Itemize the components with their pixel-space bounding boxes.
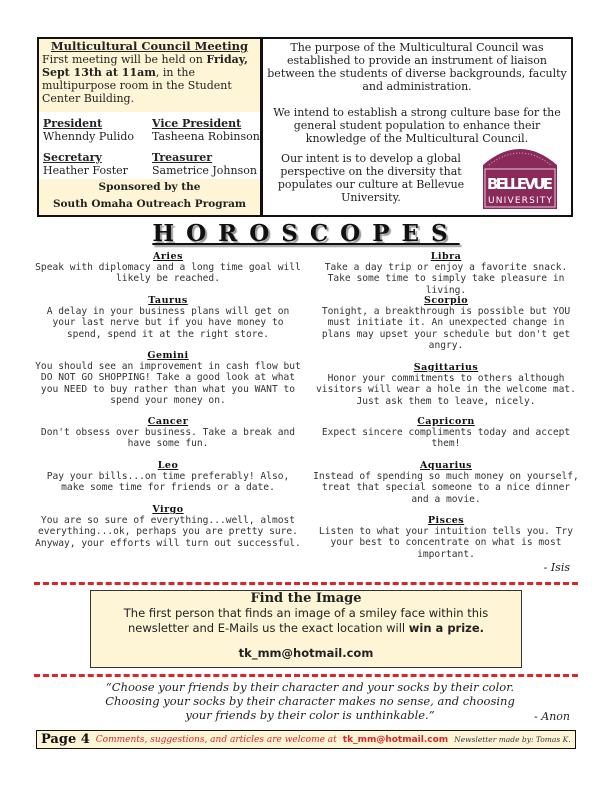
bellevue-university-logo <box>479 137 561 211</box>
sign-text: Listen to what your intuition tells you. Try your best to concentrate on what is most important. <box>318 526 574 560</box>
sign-text: Pay your bills...on time preferably! Also, make some time for friends or a date. <box>46 471 290 494</box>
sign-leo <box>33 460 303 494</box>
sign-sagittarius <box>311 362 581 407</box>
sign-text: Tonight, a breakthrough is possible but YOU must initiate it. An unexpected change in plans may upset your schedule but don't get angry. <box>321 306 571 351</box>
officer-role: President <box>43 117 103 130</box>
sponsor-line: South Omaha Outreach Program <box>52 198 247 210</box>
find-text: The first person that finds an image of a smiley face within this newsletter and E-Mails us the exact location will <box>123 606 489 635</box>
sign-capricorn <box>311 416 581 450</box>
purpose-paragraph: Our intent is to develop a global perspective on the diversity that populates our culture at Bellevue University. <box>277 152 465 204</box>
svg-text:BELLEVUE: BELLEVUE <box>487 175 553 193</box>
footer-comment: Comments, suggestions, and articles are welcome at <box>95 734 337 745</box>
sign-virgo <box>33 504 303 549</box>
sign-name: Cancer <box>147 416 189 427</box>
meeting-date: Friday, Sept 13th at 11am <box>42 53 248 79</box>
sign-text: Expect sincere compliments today and accept them! <box>321 427 571 450</box>
footer-credit: Newsletter made by: Tomas K. <box>454 735 571 744</box>
sign-cancer <box>33 416 303 450</box>
sign-pisces <box>311 515 581 560</box>
footer-email-link[interactable]: tk_mm@hotmail.com <box>342 734 449 745</box>
find-email-link[interactable]: tk_mm@hotmail.com <box>238 646 374 660</box>
sign-text: Instead of spending so much money on yourself, treat that special someone to a nice dinner and a movie. <box>313 471 579 505</box>
sign-aquarius <box>311 460 581 505</box>
quote: “Choose your friends by their character and your socks by their color. Choosing your socks by their character makes no sense, and choosing your friends by their color is unthinkable.” <box>105 680 515 722</box>
sign-text: You should see an improvement in cash flow but DO NOT GO SHOPPING! Take a good look at what you NEED to buy rather than what you WANT to spend your money on. <box>35 361 301 406</box>
officer-name: Heather Foster <box>43 164 128 177</box>
council-box <box>37 37 573 217</box>
sign-scorpio <box>311 295 581 351</box>
sign-name: Virgo <box>152 504 184 515</box>
officer-name: Whenndy Pulido <box>43 130 135 143</box>
officer-role: Secretary <box>43 151 102 164</box>
officer-name: Tasheena Robinson <box>152 130 260 143</box>
sign-text: Honor your commitments to others although visitors will wear a hole in the welcome mat. Just ask them to leave, nicely. <box>316 373 576 407</box>
sign-text: A delay in your business plans will get on your last nerve but if you have money to spend, spend it at the right store. <box>46 306 290 340</box>
meeting-notice <box>39 39 260 112</box>
sign-name: Scorpio <box>423 295 469 306</box>
sign-name: Pisces <box>427 515 465 526</box>
sign-libra <box>311 251 581 296</box>
sign-name: Sagittarius <box>413 362 479 373</box>
find-title: Find the Image <box>250 591 362 606</box>
sign-name: Taurus <box>148 295 188 306</box>
sign-name: Aquarius <box>420 460 472 471</box>
officer-vice-president <box>152 117 260 143</box>
officer-role: Vice President <box>152 117 242 130</box>
divider <box>34 674 578 677</box>
sign-text: Speak with diplomacy and a long time goal will likely be reached. <box>35 262 301 285</box>
officer-president <box>43 117 134 143</box>
meeting-text: First meeting will be held on <box>42 53 207 66</box>
sign-text: Take a day trip or enjoy a favorite snack. Take some time to simply take pleasure in living. <box>324 262 568 296</box>
officer-treasurer <box>152 151 257 177</box>
sign-name: Leo <box>157 460 179 471</box>
sign-text: You are so sure of everything...well, almost everything...ok, perhaps you are pretty sure. Anyway, your efforts will turn out successful. <box>35 515 301 549</box>
quote-author: - Anon <box>534 710 570 723</box>
sign-aries <box>33 251 303 285</box>
purpose-panel <box>263 39 571 215</box>
sign-name: Gemini <box>147 350 189 361</box>
meeting-title: Multicultural Council Meeting <box>50 39 249 53</box>
horoscope-author: - Isis <box>543 561 570 574</box>
find-prize: win a prize. <box>408 621 485 635</box>
officer-secretary <box>43 151 128 177</box>
sign-name: Capricorn <box>417 416 475 427</box>
find-the-image-box <box>90 590 522 668</box>
meeting-text-2: , in the multipurpose room in the Student Center Building. <box>42 66 232 105</box>
officer-name: Sametrice Johnson <box>152 164 257 177</box>
sign-text: Don't obsess over business. Take a break and have some fun. <box>40 427 296 450</box>
page-number: Page 4 <box>41 732 90 747</box>
sign-taurus <box>33 295 303 340</box>
sponsor <box>39 179 260 215</box>
purpose-paragraph: We intend to establish a strong culture base for the general student population to enhance their knowledge of the Multicultural Council. <box>273 106 561 145</box>
officer-role: Treasurer <box>152 151 213 164</box>
sign-name: Aries <box>153 251 183 262</box>
svg-text:UNIVERSITY: UNIVERSITY <box>488 196 552 206</box>
horoscopes-title: HOROSCOPES <box>152 220 460 247</box>
footer <box>36 730 576 749</box>
sponsor-line: Sponsored by the <box>98 181 201 193</box>
divider <box>34 582 578 585</box>
meeting-panel <box>39 39 263 215</box>
sign-name: Libra <box>430 251 462 262</box>
sign-gemini <box>33 350 303 406</box>
purpose-paragraph: The purpose of the Multicultural Council was established to provide an instrument of liaison between the students of diverse backgrounds, faculty and administration. <box>267 41 567 93</box>
